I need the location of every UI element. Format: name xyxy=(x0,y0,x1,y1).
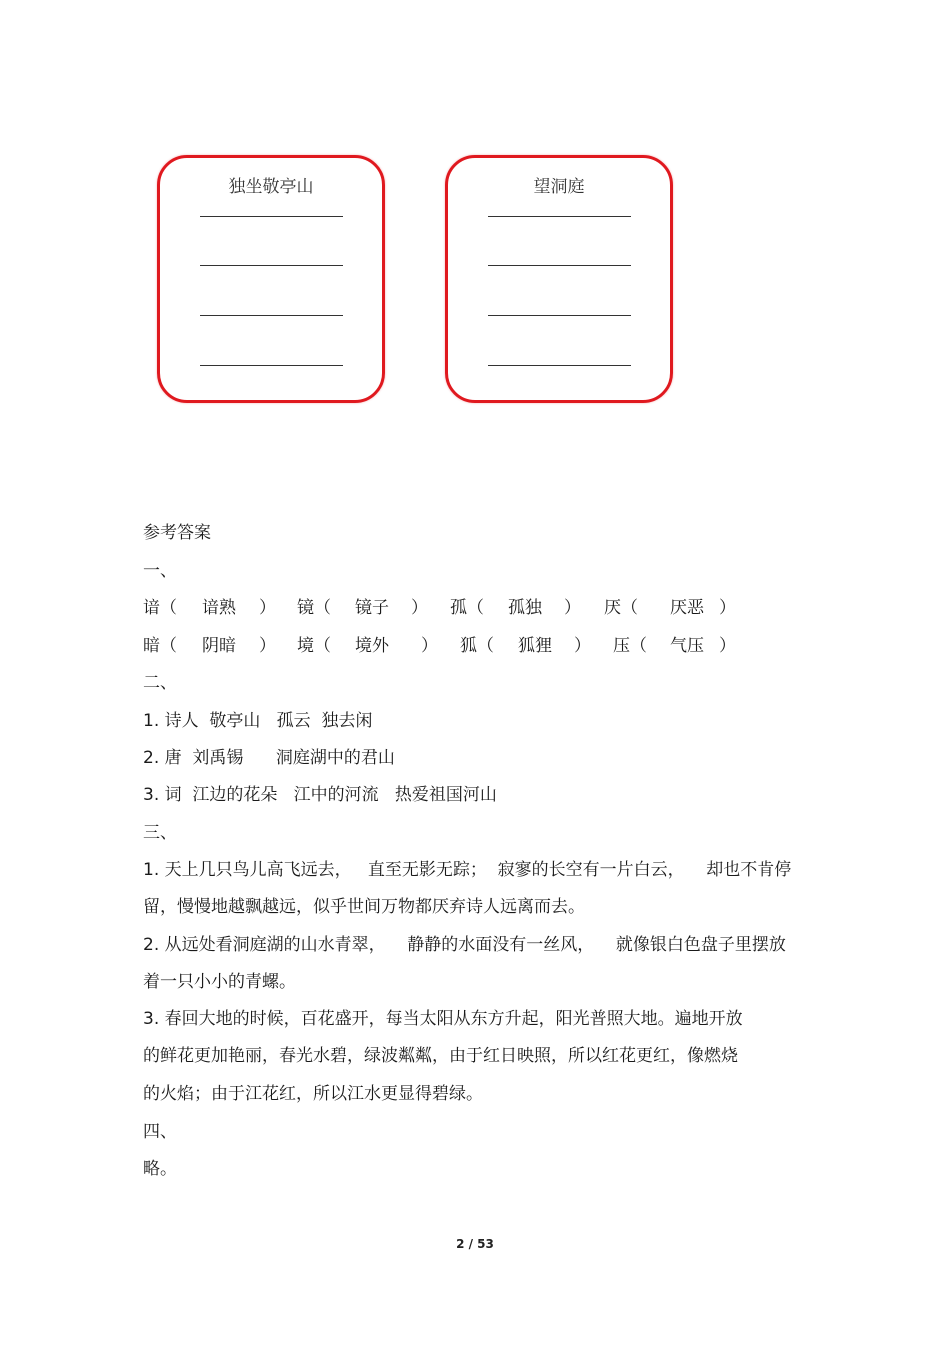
answer-char: 谙（ xyxy=(143,598,177,618)
answer-line: 着一只小小的青螺。 xyxy=(143,972,296,992)
answer-paren: ） xyxy=(564,598,581,618)
poem-card-dugzuo xyxy=(157,155,385,403)
blank-line xyxy=(200,315,343,316)
answer-char: 镜（ xyxy=(297,598,331,618)
blank-line xyxy=(488,315,631,316)
answers-heading: 参考答案 xyxy=(143,523,211,543)
answer-char: 境（ xyxy=(297,636,331,656)
answer-char: 狐（ xyxy=(460,636,494,656)
page-number: 2 / 53 xyxy=(456,1237,494,1251)
answer-word: 境外 xyxy=(355,636,389,656)
section-label: 一、 xyxy=(143,561,177,581)
answer-paren: ） xyxy=(574,636,591,656)
answer-word: 阴暗 xyxy=(202,636,236,656)
answer-char: 暗（ xyxy=(143,636,177,656)
answer-line: 3. 春回大地的时候，百花盛开，每当太阳从东方升起，阳光普照大地。遍地开放 xyxy=(143,1009,743,1029)
blank-line xyxy=(200,216,343,217)
answer-row xyxy=(143,636,763,657)
section-label: 三、 xyxy=(143,823,177,843)
blank-line xyxy=(488,216,631,217)
answer-word: 谙熟 xyxy=(202,598,236,618)
answer-line: 2. 唐 刘禹锡 洞庭湖中的君山 xyxy=(143,748,395,768)
answer-paren: ） xyxy=(259,636,276,656)
answer-paren: ） xyxy=(421,636,438,656)
answer-word: 气压 xyxy=(670,636,704,656)
answer-line: 2. 从远处看洞庭湖的山水青翠， 静静的水面没有一丝风， 就像银白色盘子里摆放 xyxy=(143,935,786,955)
answer-char: 压（ xyxy=(613,636,647,656)
answer-line: 1. 天上几只鸟儿高飞远去， 直至无影无踪； 寂寥的长空有一片白云， 却也不肯停 xyxy=(143,860,792,880)
answer-paren: ） xyxy=(719,598,736,618)
answer-paren: ） xyxy=(411,598,428,618)
card-title: 独坐敬亭山 xyxy=(228,177,314,197)
answer-line: 1. 诗人 敬亭山 孤云 独去闲 xyxy=(143,711,373,731)
section-label: 四、 xyxy=(143,1122,177,1142)
answer-char: 厌（ xyxy=(604,598,638,618)
answer-row xyxy=(143,598,763,619)
blank-line xyxy=(200,365,343,366)
answer-word: 厌恶 xyxy=(670,598,704,618)
answer-word: 孤独 xyxy=(508,598,542,618)
answer-line: 留，慢慢地越飘越远，似乎世间万物都厌弃诗人远离而去。 xyxy=(143,897,585,917)
answer-word: 镜子 xyxy=(355,598,389,618)
answer-char: 孤（ xyxy=(450,598,484,618)
blank-line xyxy=(488,265,631,266)
answer-line: 的鲜花更加艳丽，春光水碧，绿波粼粼，由于红日映照，所以红花更红，像燃烧 xyxy=(143,1046,738,1066)
poem-card-wangdongting xyxy=(445,155,673,403)
answer-line: 略。 xyxy=(143,1159,177,1179)
answer-line: 的火焰；由于江花红，所以江水更显得碧绿。 xyxy=(143,1084,483,1104)
blank-line xyxy=(200,265,343,266)
answer-word: 狐狸 xyxy=(518,636,552,656)
section-label: 二、 xyxy=(143,673,177,693)
answer-paren: ） xyxy=(259,598,276,618)
blank-line xyxy=(488,365,631,366)
answer-paren: ） xyxy=(719,636,736,656)
card-title: 望洞庭 xyxy=(533,177,585,197)
answer-line: 3. 词 江边的花朵 江中的河流 热爱祖国河山 xyxy=(143,785,497,805)
